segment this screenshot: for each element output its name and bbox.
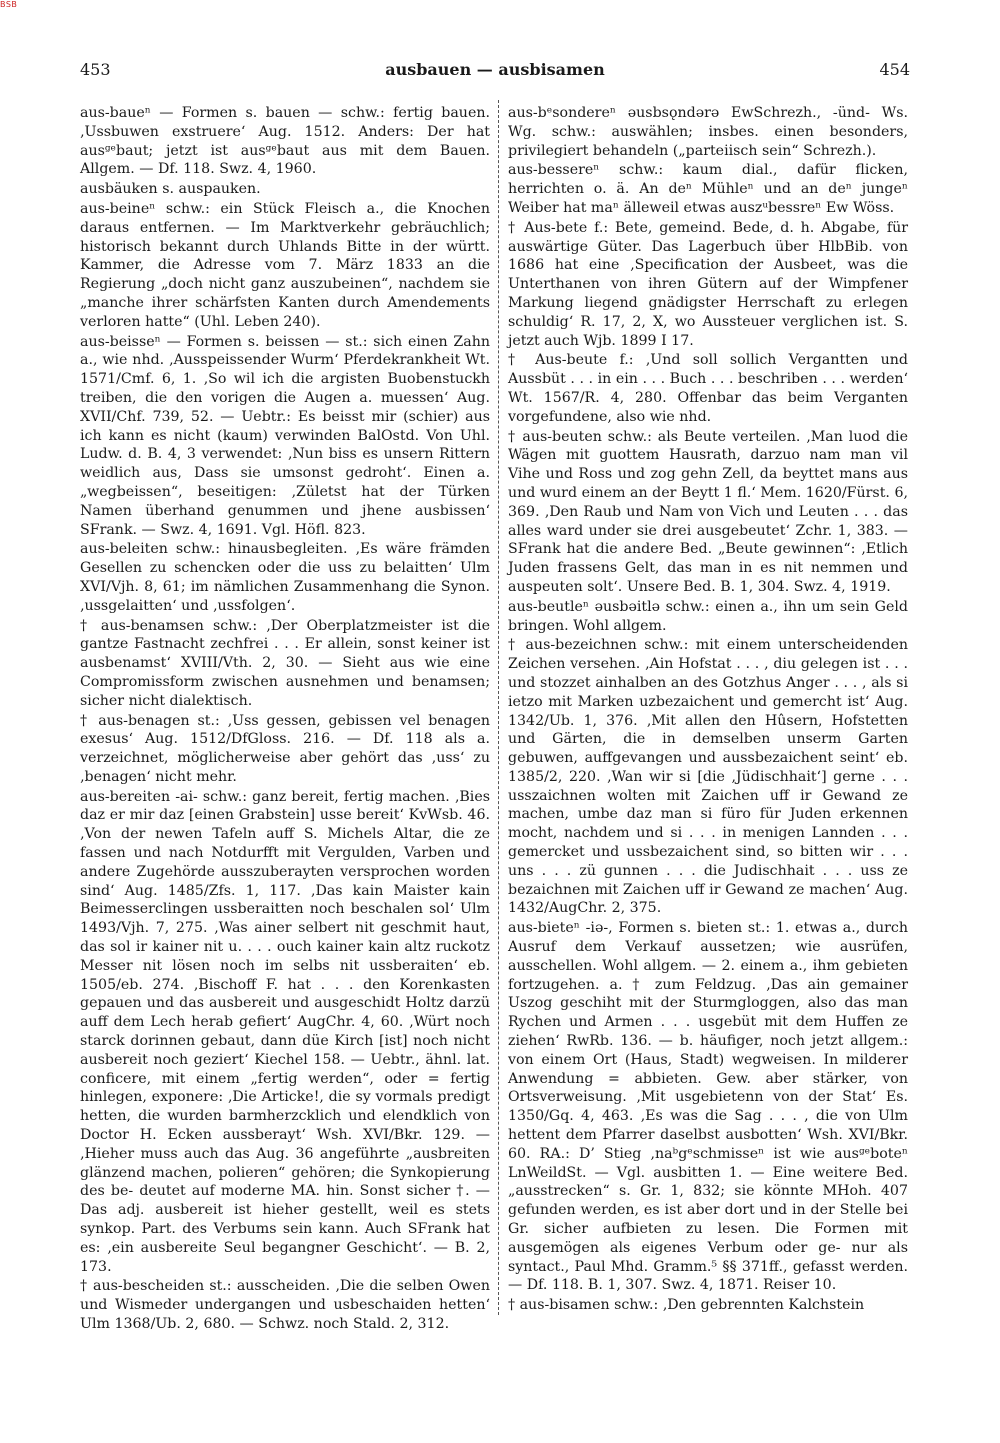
- entry-ausbesonderen: aus-bᵉsondereⁿ əusbsǫndərə EwSchrezh., -ünd- Ws. Wg. schw.: auswählen; insbes. einen besonders, privilegiert behandeln („parteiisch sein“ Schrezh.).: [508, 105, 908, 159]
- entry-ausbesseren: aus-bessereⁿ schw.: kaum dial., dafür flicken, herrichten o. ä. An deⁿ Mühleⁿ und an deⁿ jungeⁿ Weiber hat maⁿ älleweil etwas auszᵘbessreⁿ Ew Wöss.: [508, 162, 908, 216]
- entry-ausbereiten: aus-bereiten -ai- schw.: ganz bereit, fertig machen. ‚Bies daz er mir daz [einen Grabstein] usse bereit‘ KvWsb. 46. ‚Von der newen Tafeln auff S. Michels Altar, die ze fassen und nach Notdurfft mit Vergulden, Varben und andere Zugehörde ausszuberayten versprochen worden sind‘ Aug. 1485/Zfs. 1, 117. ‚Das kain Maister kain Beimesserclingen ussberaitten noch beschalen sol‘ Ulm 1493/Vjh. 7, 275. ‚Was ainer selbert nit geschmit haut, das sol ir kainer nit u. . . . ouch kainer kain altz ruckotz Messer nit lösen noch im selbs nit ussberaiten‘ eb. 1505/eb. 274. ‚Bischoff F. hat . . . den Korenkasten gepauen und das ausbereit und ausgeschidt Holtz darzü auff dem Lech herab gefiert‘ AugChr. 4, 60. ‚Würt noch starck dorinnen gebaut, dann düe Kirch [ist] noch nicht ausbereit noch geziert‘ Kiechel 158. — Uebtr., ähnl. lat. conficere, mit einem „fertig werden“, oder = fertig hinlegen, exponere: ‚Die Articke!, die sy vormals predigt hetten, die wurden barmherzcklich und elendklich von Doctor H. Ecken aussberayt‘ Wsh. XVI/Bkr. 129. — ‚Hieher muss auch das Aug. 36 angeführte „ausbreiten glänzend machen, polieren“ gehören; die Synkopierung des be- deutet auf moderne MA. hin. Sonst sicher †. — Das adj. ausbereit ist hieher gestellt, weil es stets synkop. Part. des Verbums sein kann. Auch SFrank hat es: ‚ein ausbereite Seul begangner Geschicht‘. — B. 2, 173.: [80, 788, 490, 1275]
- entry-ausbieten: aus-bieteⁿ -iə-, Formen s. bieten st.: 1. etwas a., durch Ausruf dem Verkauf aussetzen; wie ausrüfen, ausschellen. Wohl allgem. — 2. einem a., ihm gebieten fortzugehen. a. † zum Feldzug. ‚Das ain gemainer Uszog geschiht mit der Sturmgloggen, also das man Rychen und Armen . . . usgebüt mit dem Huffen ze ziehen‘ RwRb. 136. — b. häufiger, noch jetzt allgem.: von einem Ort (Haus, Stadt) wegweisen. In milderer Anwendung = abbieten. Gew. aber stärker, von Ortsverweisung. ‚Mit usgebietenn von der Stat‘ Es. 1350/Gq. 4, 463. ‚Es was die Sag . . . , die von Ulm hettent dem Pfarrer daselbst ausbotten‘ Wsh. XVI/Bkr. 60. RA.: D’ Stieg ‚naᵇgᵉschmisseⁿ ist wie ausᵍᵉboteⁿ LnWeildSt. — Vgl. ausbitten 1. — Eine weitere Bed. „ausstrecken“ s. Gr. 1, 832; sie könnte MHoh. 407 gefunden werden, es ist aber dort und in der Stelle bei Gr. sicher aufbieten zu lesen. Die Formen mit ausgemögen als eigenes Verbum oder ge- nur als syntact., Paul Mhd. Gramm.⁵ §§ 371ff., gefasst werden. — Df. 118. B. 1, 307. Swz. 4, 1871. Reiser 10.: [508, 920, 908, 1294]
- entry-ausbeute: † Aus-beute f.: ‚Und soll sollich Vergantten und Aussbüt . . . in ein . . . Buch . . . beschriben . . . werden‘ Wt. 1567/R. 4, 280. Offenbar das beim Verganten vorgefundene, also wie nhd.: [508, 352, 908, 425]
- entry-ausbeuten: † aus-beuten schw.: als Beute verteilen. ‚Man luod die Wägen mit guottem Hausrath, darzuo nam man vil Vihe und Ross und zog gehn Zell, da beyttet mans aus und wurd einem an der Beytt 1 fl.‘ Mem. 1620/Fürst. 6, 369. ‚Den Raub und Nam von Vich und Leuten . . . das alles ward under sie drei ausgebeutet‘ Zchr. 1, 383. — SFrank hat die andere Bed. „Beute gewinnen“: ‚Etlich Juden frassens Gelt, das man in es nit nemmen und auspeuten solt‘. Unsere Bed. B. 1, 304. Swz. 4, 1919.: [508, 428, 908, 595]
- column-divider: [498, 100, 499, 1315]
- page-header: [80, 60, 910, 84]
- entry-ausbenamsen: † aus-benamsen schw.: ‚Der Oberplatzmeister ist die gantze Fastnacht zechfrei . . . Er allein, sonst keiner ist ausbenamst‘ XVIII/Vth. 2, 30. — Sieht aus wie eine Compromissform zwischen ausnehmen und benamsen; sicher nicht dialektisch.: [80, 617, 490, 709]
- running-title: ausbauen — ausbisamen: [385, 60, 605, 79]
- page-number-right: 454: [879, 60, 910, 79]
- entry-ausbescheiden: † aus-bescheiden st.: ausscheiden. ‚Die die selben Owen und Wismeder undergangen und usbeschaiden hetten‘ Ulm 1368/Ub. 2, 680. — Schwz. noch Stald. 2, 312.: [80, 1278, 490, 1332]
- right-column: [508, 104, 908, 1316]
- page-number-left: 453: [80, 60, 111, 79]
- entry-ausbaeuken: ausbäuken s. auspauken.: [80, 181, 261, 198]
- entry-ausbauen: aus-baueⁿ — Formen s. bauen — schw.: fertig bauen. ‚Ussbuwen exstruere‘ Aug. 1512. Anders: Der hat ausᵍᵉbaut; jetzt ist ausᵍᵉbaut aus mit dem Bauen. Allgem. — Df. 118. Swz. 4, 1960.: [80, 105, 490, 178]
- entry-ausbenagen: † aus-benagen st.: ‚Uss gessen, gebissen vel benagen exesus‘ Aug. 1512/DfGloss. 216. — Df. 118 als a. verzeichnet, möglicherweise aber gehört das ‚uss‘ zu ‚benagen‘ nicht mehr.: [80, 712, 490, 785]
- left-column: [80, 104, 490, 1335]
- entry-ausbete: † Aus-bete f.: Bete, gemeind. Bede, d. h. Abgabe, für auswärtige Güter. Das Lagerbuch über HlbBib. von 1686 hat eine ‚Specification der Ausbeet, was die Unterthanen von ihren Gütern auf der Wimpfener Markung liegend gnädigster Herrschaft zu erlegen schuldig‘ R. 17, 2, X, wo Aussteuer verglichen ist. S. jetzt auch Wjb. 1899 I 17.: [508, 219, 908, 349]
- entry-ausbeleiten: aus-beleiten schw.: hinausbegleiten. ‚Es wäre främden Gesellen zu schencken oder die uss zu belaitten‘ Ulm XVI/Vjh. 8, 61; im nämlichen Zusammenhang die Synon. ‚ussgelaitten‘ und ‚ussfolgen‘.: [80, 541, 490, 614]
- entry-ausbisamen: † aus-bisamen schw.: ‚Den gebrennten Kalchstein: [508, 1297, 865, 1314]
- entry-ausbeissen: aus-beisseⁿ — Formen s. beissen — st.: sich einen Zahn a., wie nhd. ‚Ausspeissender Wurm‘ Pferdekrankheit Wt. 1571/Cmf. 6, 1. ‚So wil ich die argisten Buobenstuckh treiben, die den vorigen die Augen a. muessen‘ Aug. XVII/Chf. 739, 52. — Uebtr.: Es beisst mir (schier) aus ich kann es nicht (kaum) verwinden BalOstd. Von Uhl. Ludw. d. B. 4, 3 verwendet: ‚Nun biss es unsern Rittern weidlich aus, Dass sie umsonst gedroht‘. Einen a. „wegbeissen“, beseitigen: ‚Zületst hat der Türken Namen überhand genummen und jhene ausbissen‘ SFrank. — Swz. 4, 1691. Vgl. Höfl. 823.: [80, 333, 490, 538]
- entry-ausbeinen: aus-beineⁿ schw.: ein Stück Fleisch a., die Knochen daraus entfernen. — Im Marktverkehr gebräuchlich; historisch bekannt durch Uhlands Bitte in der württ. Kammer, die Adresse vom 7. März 1833 an die Regierung „doch nicht ganz auszubeinen“, nachdem sie „manche ihrer schärfsten Kanten durch Amendements verloren hatte“ (Uhl. Leben 240).: [80, 200, 490, 330]
- entry-ausbezeichnen: † aus-bezeichnen schw.: mit einem unterscheidenden Zeichen versehen. ‚Ain Hofstat . . . , diu gelegen ist . . . und stozzet ainhalben an des Gotzhus Anger . . . , als si ietzo mit Marken uzbezaichent und gemercht ist‘ Aug. 1342/Ub. 1, 376. ‚Mit allen den Hûsern, Hofstetten und Gärten, die in demselben unserm Garten gebuwen, auffgevangen und aussbezaichent seint‘ eb. 1385/2, 220. ‚Wan wir si [die ‚Jüdischhait‘] gerne . . . usszaichnen wolten mit Zaichen uff ir Gewand ze machen, umbe daz man si füro für Juden erkennen mocht, nachdem und si . . . in menigen Lannden . . . gemercket und ussbezaichent sind, so bitten wir . . . uns . . . zü gunnen . . . die Judischhait . . . uss ze bezaichnen mit Zaichen uff ir Gewand ze machen‘ Aug. 1432/AugChr. 2, 375.: [508, 637, 908, 917]
- entry-ausbeutlen: aus-beutleⁿ əusbəitlə schw.: einen a., ihn um sein Geld bringen. Wohl allgem.: [508, 598, 908, 634]
- library-stamp: BSB: [0, 0, 18, 9]
